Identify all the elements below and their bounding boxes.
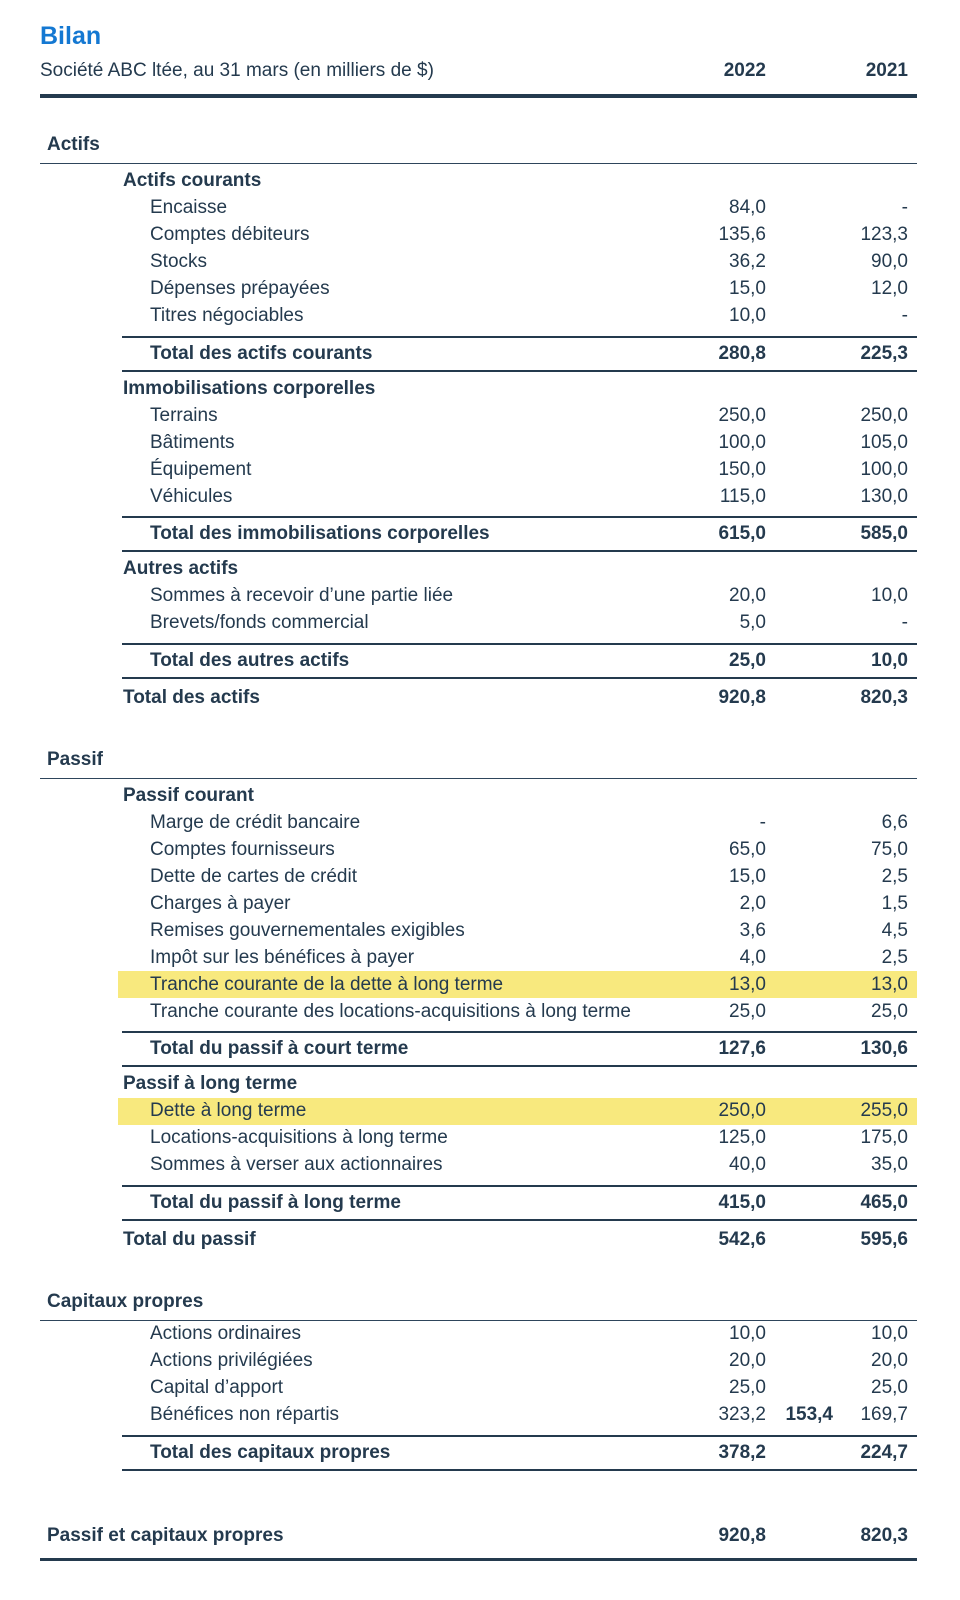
cell-mid: [766, 1001, 833, 1023]
cell-c2022: [676, 1073, 766, 1095]
cell-mid: [766, 1377, 833, 1399]
cell-c2021: 225,3: [860, 342, 908, 364]
table-row: [40, 402, 917, 429]
cell-c2021: -: [901, 305, 908, 326]
cell-mid: [766, 866, 833, 888]
table-row: [122, 1435, 917, 1471]
cell-mid: [766, 558, 833, 580]
table-row: [40, 863, 917, 890]
cell-c2022: 20,0: [729, 585, 766, 606]
cell-c2022: 40,0: [729, 1154, 766, 1175]
cell-c2021: 10,0: [871, 649, 908, 671]
row-label: Impôt sur les bénéfices à payer: [150, 946, 415, 968]
cell-c2022: 2,0: [739, 892, 766, 914]
cell-c2021: 123,3: [860, 224, 908, 245]
row-label: Tranche courante des locations-acquisitions à long terme: [150, 1000, 631, 1022]
cell-c2021: 25,0: [871, 1000, 908, 1022]
cell-mid: [766, 812, 833, 834]
section-header-row: [40, 1288, 917, 1321]
row-label: Total du passif à court terme: [150, 1038, 409, 1059]
cell-c2021: 130,6: [860, 1038, 908, 1059]
table-row: [40, 372, 917, 403]
table-body: [40, 131, 917, 1561]
row-label: Encaisse: [150, 197, 228, 218]
cell-c2021: 25,0: [871, 1377, 908, 1398]
cell-c2022: 125,0: [718, 1127, 766, 1148]
cell-c2022: 20,0: [729, 1350, 766, 1371]
cell-c2021: 820,3: [860, 1525, 908, 1546]
cell-mid: [766, 197, 833, 219]
cell-mid: [766, 687, 833, 709]
row-label: Stocks: [150, 251, 208, 272]
cell-c2021: 12,0: [871, 278, 908, 299]
row-label: Comptes débiteurs: [150, 224, 310, 245]
row-label: Équipement: [150, 458, 252, 480]
row-label: Actions privilégiées: [150, 1350, 313, 1371]
table-row: [40, 222, 917, 249]
row-label: Sommes à verser aux actionnaires: [150, 1154, 443, 1175]
column-header-2021: 2021: [865, 60, 908, 81]
cell-c2021: [833, 134, 908, 156]
row-label: Immobilisations corporelles: [123, 377, 376, 399]
cell-c2022: 15,0: [729, 278, 766, 299]
table-row: [40, 1152, 917, 1179]
cell-c2021: 100,0: [860, 458, 908, 480]
cell-mid: [766, 343, 833, 365]
cell-c2022: 25,0: [729, 1377, 766, 1398]
table-row: [40, 998, 917, 1025]
cell-c2022: [676, 134, 766, 156]
cell-mid: [766, 1323, 833, 1345]
cell-c2022: [676, 378, 766, 400]
cell-mid: [766, 459, 833, 481]
cell-c2022: [676, 749, 766, 771]
cell-mid: [766, 1192, 833, 1214]
cell-mid: [766, 920, 833, 942]
table-row: [40, 552, 917, 583]
cell-mid: [766, 523, 833, 545]
cell-c2021: 250,0: [860, 404, 908, 426]
cell-c2022: 250,0: [718, 1100, 766, 1121]
cell-c2021: -: [901, 197, 908, 218]
table-row: [122, 643, 917, 679]
cell-mid: [766, 405, 833, 427]
table-row: [122, 1185, 917, 1221]
table-row: [40, 836, 917, 863]
cell-c2022: 65,0: [729, 838, 766, 860]
row-label: Remises gouvernementales exigibles: [150, 919, 465, 941]
table-row: [40, 195, 917, 222]
table-row: [118, 1098, 917, 1125]
row-label: Total des autres actifs: [150, 649, 350, 671]
row-label: Locations-acquisitions à long terme: [150, 1127, 448, 1148]
column-header-spacer: [766, 59, 833, 82]
table-row: [40, 583, 917, 610]
cell-c2021: 255,0: [860, 1100, 908, 1121]
row-label: Dette à long terme: [150, 1100, 307, 1121]
cell-c2021: 820,3: [860, 686, 908, 708]
cell-c2021: [833, 558, 908, 580]
table-row: [122, 336, 917, 372]
table-row: [40, 1348, 917, 1375]
row-label: Charges à payer: [150, 892, 291, 914]
section-header-row: [40, 746, 917, 779]
cell-mid: [766, 893, 833, 915]
cell-mid: [766, 486, 833, 508]
cell-c2021: 6,6: [881, 811, 908, 833]
table-row: [40, 890, 917, 917]
cell-mid: [766, 305, 833, 327]
cell-c2022: [676, 558, 766, 580]
cell-c2021: 2,5: [881, 865, 908, 887]
row-label: Dépenses prépayées: [150, 278, 330, 299]
row-label: Autres actifs: [123, 558, 239, 579]
cell-c2022: 25,0: [729, 649, 766, 671]
cell-mid: [766, 224, 833, 246]
cell-c2022: 4,0: [739, 946, 766, 968]
table-row: [40, 164, 917, 195]
cell-mid: [766, 650, 833, 672]
cell-mid: [766, 1073, 833, 1095]
cell-mid: [766, 585, 833, 607]
cell-c2022: 10,0: [729, 1323, 766, 1344]
cell-c2021: [833, 1073, 908, 1095]
row-label: Total des immobilisations corporelles: [150, 523, 490, 544]
cell-mid: [766, 1229, 833, 1251]
cell-c2021: 1,5: [881, 892, 908, 914]
table-row: [40, 779, 917, 810]
row-label: Capitaux propres: [47, 1290, 204, 1312]
cell-c2021: 13,0: [871, 973, 908, 995]
cell-c2021: 2,5: [881, 946, 908, 968]
table-row: [40, 610, 917, 637]
cell-c2022: 100,0: [718, 431, 766, 453]
row-label: Dette de cartes de crédit: [150, 865, 357, 887]
row-label: Brevets/fonds commercial: [150, 612, 369, 633]
row-label: Véhicules: [150, 485, 233, 507]
table-row: [40, 1067, 917, 1098]
row-label: Total du passif: [123, 1228, 256, 1250]
cell-c2022: 323,2: [718, 1404, 766, 1425]
cell-c2022: [676, 785, 766, 807]
footer-total-row: [40, 1523, 917, 1562]
cell-c2022: 25,0: [729, 1000, 766, 1022]
table-row: [40, 276, 917, 303]
cell-mid: [766, 1100, 833, 1122]
table-row: [122, 516, 917, 552]
cell-mid: [766, 1291, 833, 1313]
table-row: [40, 456, 917, 483]
cell-mid: [766, 1038, 833, 1060]
cell-c2021: [833, 170, 908, 192]
cell-c2021: 4,5: [881, 919, 908, 941]
cell-c2022: 10,0: [729, 305, 766, 326]
row-label: Passif à long terme: [123, 1073, 298, 1094]
cell-c2021: 10,0: [871, 1323, 908, 1344]
cell-c2022: [676, 170, 766, 192]
table-row: [40, 1402, 917, 1429]
cell-mid: [766, 1442, 833, 1464]
cell-c2022: 13,0: [729, 973, 766, 995]
cell-c2022: 920,8: [718, 1525, 766, 1546]
cell-c2021: 175,0: [860, 1127, 908, 1148]
cell-c2021: 130,0: [860, 485, 908, 507]
cell-c2021: [833, 1291, 908, 1313]
cell-c2021: 10,0: [871, 585, 908, 606]
table-row: [122, 1031, 917, 1067]
page-title: Bilan: [40, 22, 102, 50]
table-row: [123, 679, 917, 713]
row-label: Actifs courants: [123, 170, 262, 191]
row-label: Bénéfices non répartis: [150, 1404, 340, 1425]
cell-c2021: 585,0: [860, 523, 908, 544]
cell-mid: [766, 947, 833, 969]
row-label: Terrains: [150, 404, 218, 426]
row-label: Total des actifs: [123, 686, 260, 708]
table-row: [40, 303, 917, 330]
cell-mid: [766, 1525, 833, 1547]
cell-c2021: -: [901, 612, 908, 633]
cell-mid: [766, 785, 833, 807]
cell-c2022: 280,8: [718, 342, 766, 364]
cell-c2022: 5,0: [739, 612, 766, 633]
cell-c2022: 378,2: [718, 1441, 766, 1463]
table-row: [118, 971, 917, 998]
cell-c2022: 115,0: [719, 485, 766, 507]
cell-mid: [766, 749, 833, 771]
row-label: Titres négociables: [150, 305, 304, 326]
cell-c2021: 90,0: [871, 251, 908, 272]
cell-c2022: 3,6: [739, 919, 766, 941]
section-header-row: [40, 131, 917, 164]
cell-c2022: -: [759, 811, 766, 833]
cell-mid: [766, 278, 833, 300]
table-row: [40, 944, 917, 971]
cell-c2021: 224,7: [860, 1441, 908, 1463]
cell-mid: 153,4: [785, 1404, 833, 1425]
row-label: Total des capitaux propres: [150, 1441, 391, 1463]
cell-c2022: 135,6: [718, 224, 766, 245]
cell-c2021: 595,6: [860, 1228, 908, 1250]
cell-c2022: [676, 1291, 766, 1313]
cell-c2022: 84,0: [729, 197, 766, 218]
column-header-2022: 2022: [723, 60, 766, 81]
table-header-row: [40, 59, 917, 98]
company-subtitle: Société ABC ltée, au 31 mars (en milliers de $): [40, 60, 434, 81]
table-row: [40, 1125, 917, 1152]
table-row: [40, 809, 917, 836]
row-label: Passif courant: [123, 784, 254, 806]
table-row: [123, 1221, 917, 1255]
table-row: [40, 429, 917, 456]
cell-mid: [766, 170, 833, 192]
cell-mid: [766, 839, 833, 861]
cell-c2022: 127,6: [718, 1038, 766, 1059]
cell-mid: [766, 1350, 833, 1372]
cell-mid: [766, 134, 833, 156]
row-label: Capital d’apport: [150, 1377, 284, 1398]
row-label: Actifs: [47, 134, 100, 155]
cell-mid: [766, 432, 833, 454]
table-row: [40, 249, 917, 276]
cell-c2021: [833, 749, 908, 771]
row-label: Tranche courante de la dette à long terme: [150, 973, 504, 995]
cell-c2022: 15,0: [729, 865, 766, 887]
cell-c2021: 75,0: [871, 838, 908, 860]
cell-c2022: 615,0: [718, 523, 766, 544]
row-label: Total du passif à long terme: [150, 1191, 401, 1213]
row-label: Bâtiments: [150, 431, 235, 453]
cell-mid: [766, 1127, 833, 1149]
table-row: [40, 1321, 917, 1348]
row-label: Marge de crédit bancaire: [150, 811, 361, 833]
row-label: Passif: [47, 748, 103, 770]
row-label: Comptes fournisseurs: [150, 838, 335, 860]
cell-c2022: 36,2: [729, 251, 766, 272]
row-label: Total des actifs courants: [150, 342, 373, 364]
table-row: [40, 917, 917, 944]
row-label: Passif et capitaux propres: [47, 1525, 284, 1546]
cell-mid: [766, 974, 833, 996]
cell-c2021: [833, 785, 908, 807]
cell-c2021: 105,0: [860, 431, 908, 453]
cell-c2021: [833, 378, 908, 400]
cell-c2021: 169,7: [860, 1404, 908, 1425]
row-label: Sommes à recevoir d’une partie liée: [150, 585, 454, 606]
cell-c2022: 250,0: [718, 404, 766, 426]
cell-mid: [766, 612, 833, 634]
cell-c2022: 415,0: [718, 1191, 766, 1213]
cell-c2022: 150,0: [718, 458, 766, 480]
table-row: [40, 483, 917, 510]
cell-mid: [766, 378, 833, 400]
row-label: Actions ordinaires: [150, 1323, 302, 1344]
table-row: [40, 1375, 917, 1402]
cell-c2021: 465,0: [860, 1191, 908, 1213]
cell-c2022: 542,6: [718, 1228, 766, 1250]
cell-c2022: 920,8: [718, 686, 766, 708]
cell-mid: [766, 1154, 833, 1176]
cell-c2021: 35,0: [871, 1154, 908, 1175]
cell-c2021: 20,0: [871, 1350, 908, 1371]
cell-mid: [766, 251, 833, 273]
